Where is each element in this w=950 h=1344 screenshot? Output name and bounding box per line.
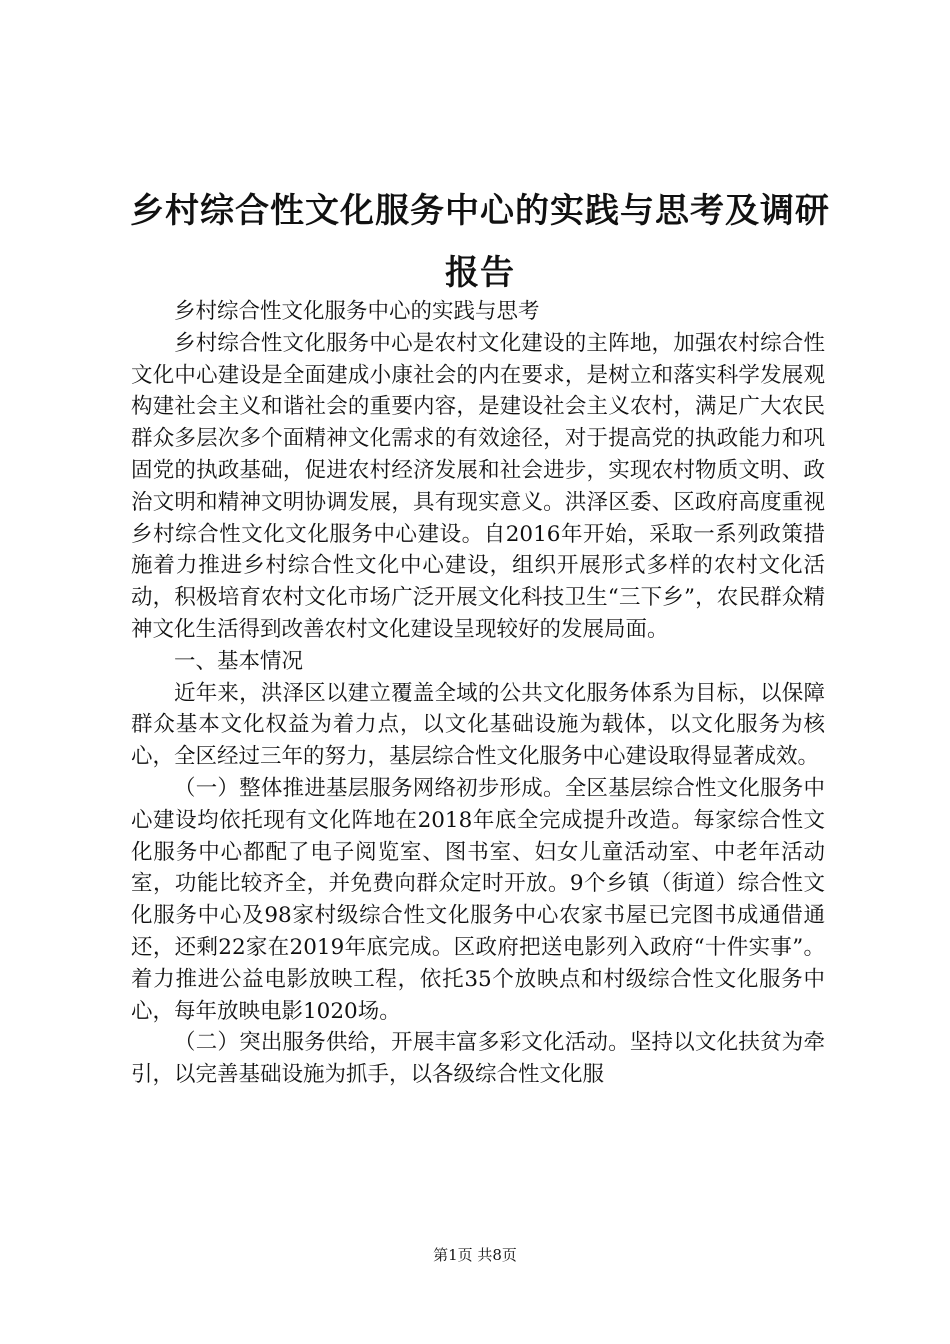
intro-paragraph: 乡村综合性文化服务中心是农村文化建设的主阵地，加强农村综合性文化中心建设是全面建成小康社会的内在要求，是树立和落实科学发展观构建社会主义和谐社会的重要内容，是建设社会主义农村，满足广大农民群众多层次多个面精神文化需求的有效途径，对于提高党的执政能力和巩固党的执政基础，促进农村经济发展和社会进步，实现农村物质文明、政治文明和精神文明协调发展，具有现实意义。洪泽区委、区政府高度重视乡村综合性文化文化服务中心建设。自2016年开始，采取一系列政策措施着力推进乡村综合性文化中心建设，组织开展形式多样的农村文化活动，积极培育农村文化市场广泛开展文化科技卫生“三下乡”，农民群众精神文化生活得到改善农村文化建设呈现较好的发展局面。 [131, 330, 825, 642]
section-1-paragraph: （一）整体推进基层服务网络初步形成。全区基层综合性文化服务中心建设均依托现有文化阵地在2018年底全完成提升改造。每家综合性文化服务中心都配了电子阅览室、图书室、妇女儿童活动室、中老年活动室，功能比较齐全，并免费向群众定时开放。9个乡镇（街道）综合性文化服务中心及98家村级综合性文化服务中心农家书屋已完图书成通借通还，还剩22家在2019年底完成。区政府把送电影列入政府“十件实事”。着力推进公益电影放映工程，依托35个放映点和村级综合性文化服务中心，每年放映电影1020场。 [131, 775, 825, 1024]
overview-paragraph: 近年来，洪泽区以建立覆盖全域的公共文化服务体系为目标，以保障群众基本文化权益为着力点，以文化基础设施为载体，以文化服务为核心，全区经过三年的努力，基层综合性文化服务中心建设取得显著成效。 [131, 680, 825, 770]
document-title: 乡村综合性文化服务中心的实践与思考及调研报告 [130, 191, 830, 293]
document-body [131, 296, 825, 1091]
subtitle-paragraph: 乡村综合性文化服务中心的实践与思考 [174, 299, 540, 324]
section-2-paragraph: （二）突出服务供给，开展丰富多彩文化活动。坚持以文化扶贫为牵引，以完善基础设施为抓手，以各级综合性文化服 [131, 1030, 825, 1088]
section-heading: 一、基本情况 [174, 648, 304, 674]
page-number-footer: 第1页 共8页 [433, 1246, 517, 1264]
